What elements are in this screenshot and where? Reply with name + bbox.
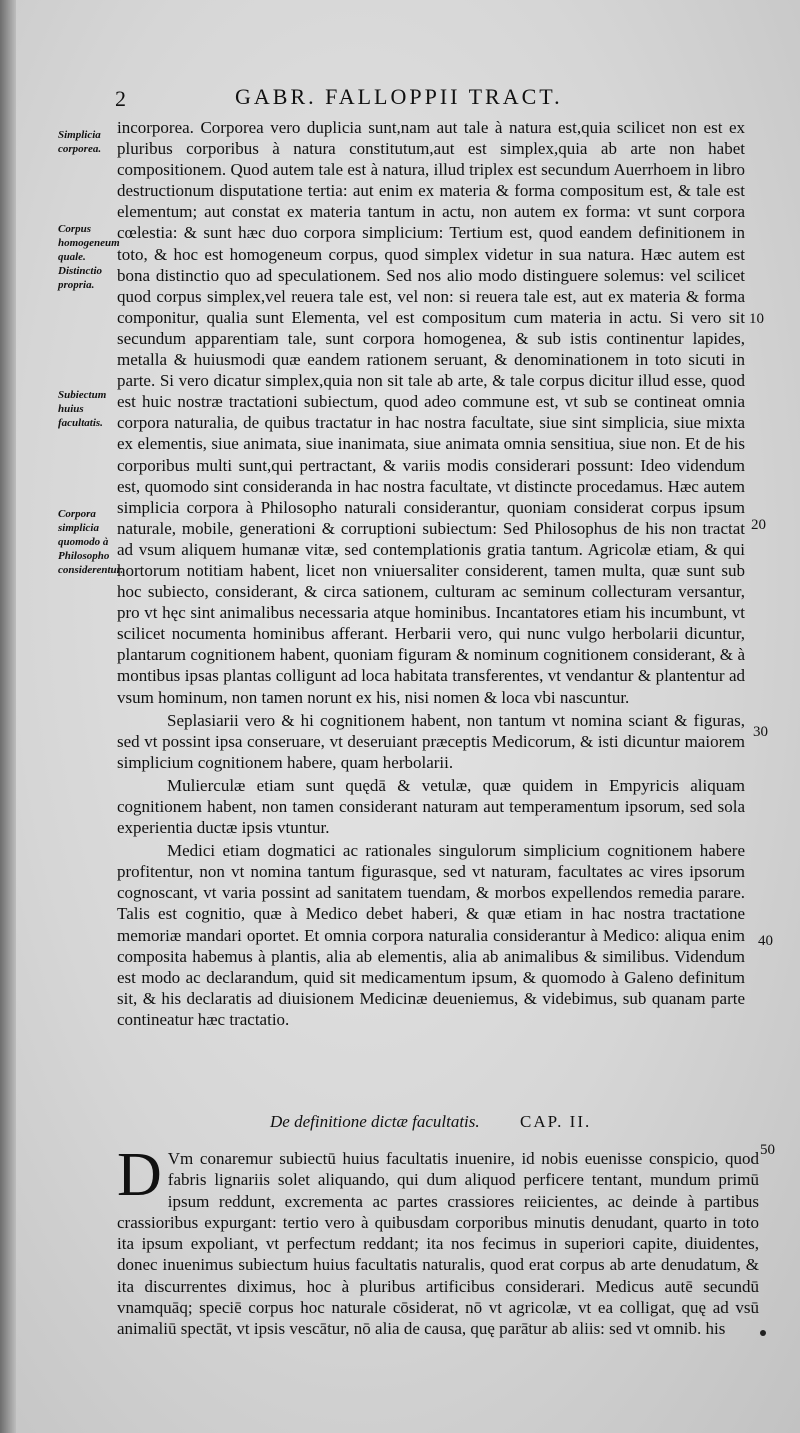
paragraph: Medici etiam dogmatici ac rationales singulorum simplicium cognitionem habere profitentur, non vt nomina tantum figurasque, sed vt naturam, facultates ac vires ipsorum cognoscant, vt varia possint ad sanitatem tuendam, & morbos expellendos remedia parare. Talis est cognitio, quæ à Medico debet haberi, & quæ etiam in hac nostra tractatione memoriæ mandari oportet. Et omnia corpora naturalia considerantur à Medico: aliqua enim composita habemus à plantis, alia ab elementis, alia ab animalibus & similibus. Videndum est modo ac declarandum, quid sit medicamentum ipsum, & quomodo à Galeno definitum sit, & his declaratis ad diuisionem Medicinæ deueniemus, & videbimus, sub quanam parte contineatur hæc tractatio. <box>117 841 745 1029</box>
paragraph: Seplasiarii vero & hi cognitionem habent, non tantum vt nomina sciant & figuras, sed vt possint ipsa conseruare, vt deseruiant præceptis Medicorum, & isti dicuntur maiorem simplicium cognitionem habere, quam herbolarii. <box>117 710 745 772</box>
margin-note-homogeneum: Corpus homogeneum quale. <box>58 223 120 263</box>
chapter-paragraph-text: Vm conaremur subiectū huius facultatis inuenire, id nobis euenisse conspicio, quod fabris lignariis solet aliquando, qui dum aliquod perficere tentant, mundum primū ipsum reddunt, excrementa ac partes crassiores reiicientes, ac deinde à partibus crassioribus expurgant: tertio vero à quibusdam corporibus minutis denudant, quarto in toto ita ipsum expoliant, vt perfectum reddant; ita nos fecimus in superiori capite, diuidentes, donec inuenimus subiectum huius facultatis naturalis, quod erat corpus ab arte denudatum, & ita discurrentes diximus, hoc à pluribus artificibus considerari. Medicus autē secundū vnamquāq; speciē corpus hoc naturale cōsiderat, nō vt agricolæ, vt ea colligat, quę ad vsū animaliū spectāt, vt ipsis vescātur, nō alia de causa, quę parātur ab aliis: sed vt omnib. his <box>117 1149 759 1339</box>
chapter-paragraph <box>117 1141 759 1340</box>
paragraph: incorporea. Corporea vero duplicia sunt,nam aut tale à natura est,quia scilicet non est ex pluribus corporibus à natura constitutum,aut est simplex,quia ab arte non habet compositionem. Quod autem tale est à natura, illud triplex est secundum Auerrhoem in libro destructionum disputatione tertia: aut enim ex materia & forma compositum est, & tale est elementum; aut constat ex materia tantum in actu, non autem ex forma: vt sunt corpora cœlestia: & sunt hæc duo corpora simplicium: Tertium est, quod eandem definitionem in toto, & hoc est homogeneum corpus, quod simplex videtur in sua natura. Hæc autem est bona distinctio quo ad speculationem. Sed nos alio modo distinguere solemus: vel scilicet quod corpus simplex,vel reuera tale est, vel non: si reuera tale est, aut ex materia & forma componitur, qualia sunt Elementa, vel est compositum cum materia in actu. Si vero sit secundum apparentiam tale, sunt corpora homogenea, & sub istis continentur lapides, metalla & huiusmodi quæ eandem rationem seruant, & denominationem in toto sicuti in parte. Si vero dicatur simplex,quia non sit tale ab arte, & tale corpus dicitur illud esse, quod est huic nostræ tractationi subiectum, quod adeo commune est, vt sub se contineat omnia corpora naturalia, de quibus tractatur in hac nostra facultate, siue sint simplicia, siue mixta ex elementis, siue animata, siue inanimata, siue animata omnia sensitiua, siue non. Et de his corporibus multi sunt,qui pertractant, & variis modis considerari possunt: Ideo videndum est, quomodo sint consideranda in hac nostra facultate, vt distincte procedamus. Hæc autem simplicia corpora à Philosopho naturali considerantur, quoniam considerat corpus ipsum naturale, mobile, generationi & corruptioni subiectum: Sed Philosophus de his non tractat ad vsum aliquem humanæ vitæ, sed contemplationis gratia tantum. Agricolæ etiam, & qui hortorum notitiam habent, licet non vniuersaliter considerent, tamen multa, quæ sunt sub hoc subiecto, considerant, & circa sationem, culturam ac seminum collecturam versantur, pro vt hęc sint animalibus necessaria atque hominibus. Incantatores etiam his incumbunt, vt scilicet nocumenta hominibus afferant. Herbarii vero, qui nunc vulgo herbolarii dicuntur, plantarum cognitionem habent, quoniam figuram & nominum cognitionem considerant, & à montibus ipsas plantas colligunt ad loca habitata transferentes, vt vendantur & plantentur ad vsum hominum, non tamen norunt ex his, nisi nomen & loca vbi nascuntur. <box>117 118 745 707</box>
margin-note-subiectum: Subiectum huius facultatis. <box>58 389 107 429</box>
line-number-10: 10 <box>749 311 764 327</box>
line-number-20: 20 <box>751 517 766 533</box>
ink-mark <box>760 1330 766 1336</box>
running-header <box>115 84 660 116</box>
margin-note-simplicia: Simplicia corporea. <box>58 129 102 155</box>
paragraph: Mulierculæ etiam sunt quędā & vetulæ, quæ quidem in Empyricis aliquam cognitionem habent, non tamen considerant naturam aut temperamentum ipsorum, sed sola experientia ductæ ipsis vtuntur. <box>117 775 745 838</box>
binding-edge <box>0 0 16 1433</box>
chapter-number: CAP. II. <box>520 1112 592 1131</box>
line-number-40: 40 <box>758 933 773 949</box>
main-text <box>117 117 745 1030</box>
line-number-30: 30 <box>753 724 768 740</box>
page-number: 2 <box>115 86 128 111</box>
margin-note-distinctio: Distinctio propria. <box>58 265 103 291</box>
dropcap-letter: D <box>117 1141 162 1209</box>
running-title: GABR. FALLOPPII TRACT. <box>235 84 563 109</box>
chapter-title: De definitione dictæ facultatis. <box>270 1112 480 1131</box>
chapter-text <box>117 1141 759 1340</box>
line-number-50: 50 <box>760 1142 775 1158</box>
margin-note-philosopho: Corpora simplicia quomodo à Philosopho considerentur. <box>58 508 124 576</box>
chapter-heading <box>270 1112 650 1136</box>
